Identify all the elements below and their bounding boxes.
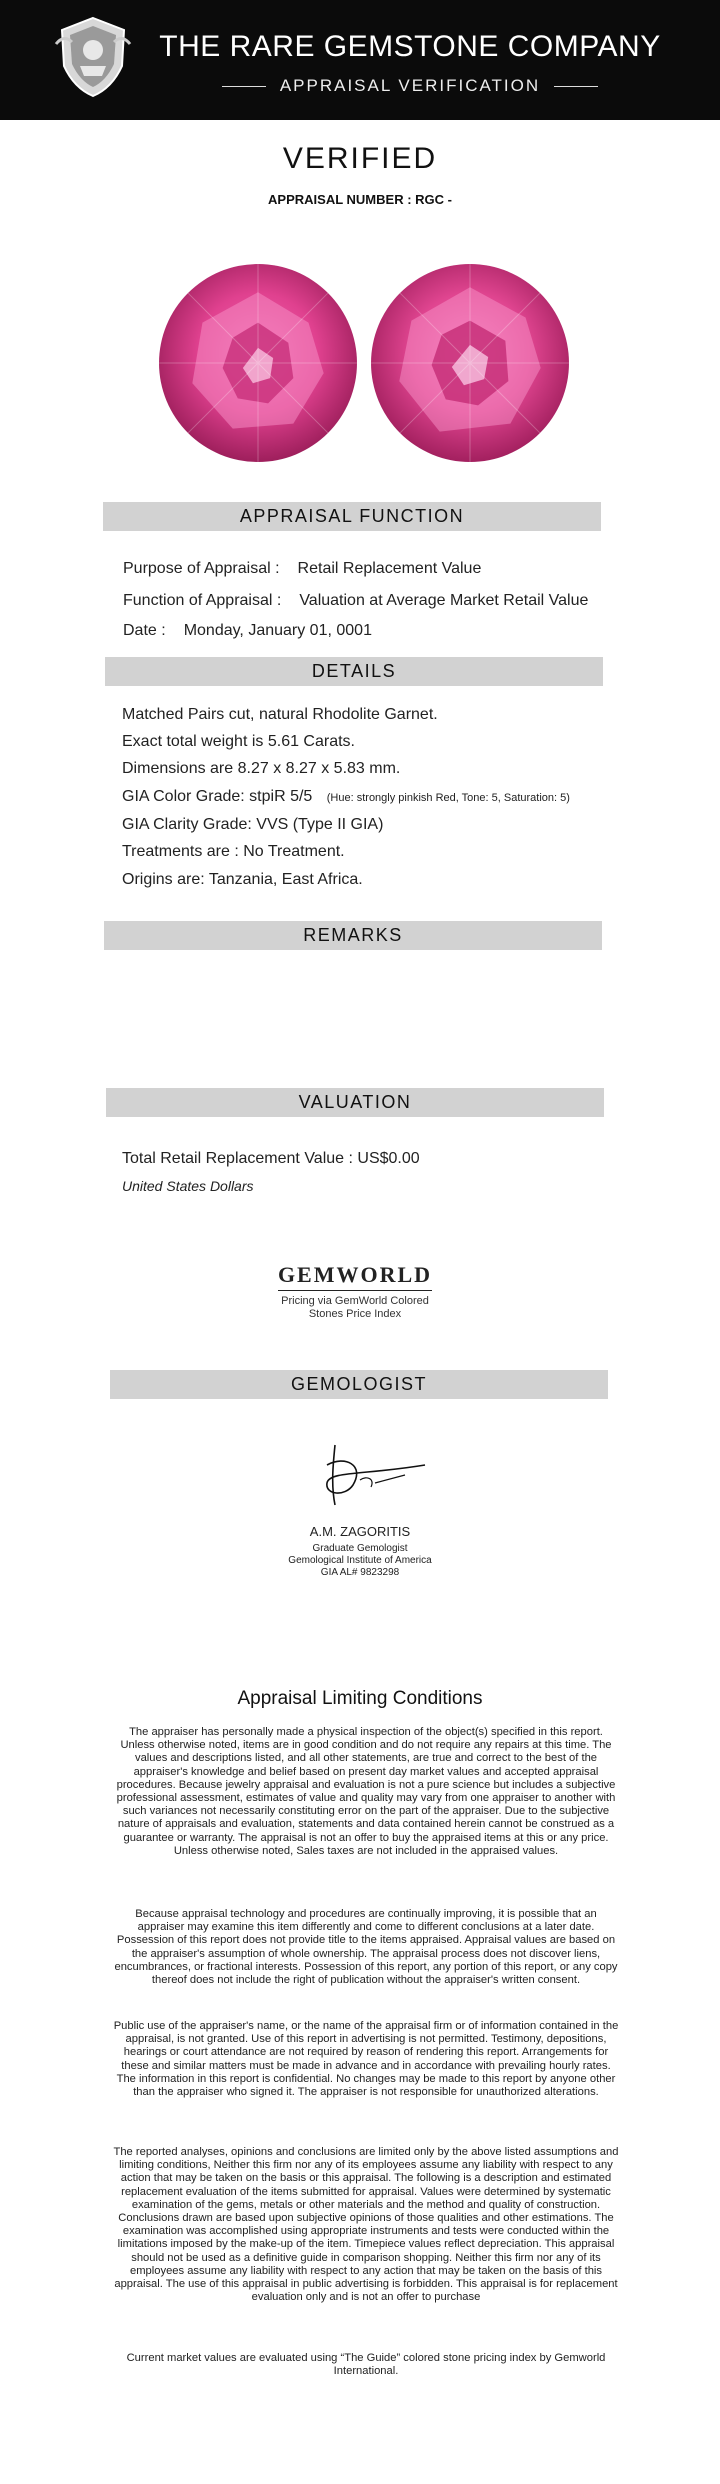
- limiting-paragraph-3: Public use of the appraiser's name, or the name of the appraisal firm or of information contained in the appraisal, is not granted. Use of this report in advertising is not permitted. Testimony, depositions, hearings or court attendance are not required by reason of rendering this report. Arrangements for these and similar matters must be made in advance and in accordance with prevailing hourly rates. The information in this report is confidential. No changes may be made to this report by anyone other than the appraiser who signed it. The appraiser is not responsible for unauthorized alterations.: [113, 2020, 619, 2099]
- limiting-paragraph-4: The reported analyses, opinions and conclusions are limited only by the above listed assumptions and limiting conditions, Neither this firm nor any of its employees assume any liability with respect to any action that may be taken on the basis or this appraisal. The following is a description and estimated replacement evaluation of the items submitted for appraisal. Values were determined by systematic examination of the gems, metals or other materials and the method and quality of construction. Conclusions drawn are based upon subjective opinions of those qualities and other estimations. The examination was accomplished using appropriate instruments and tests were conducted within the limitations imposed by the make-up of the item. Timepiece values reflect depreciation. This appraisal should not be used as a definitive guide in comparison shopping. Neither this firm nor any of its employees assume any liability with respect to any action that may be taken on the basis of this appraisal. The use of this appraisal in public advertising is forbidden. This appraisal is for replacement evaluation only and is not an offer to purchase: [113, 2146, 619, 2304]
- detail-dimensions: Dimensions are 8.27 x 8.27 x 5.83 mm.: [122, 760, 401, 777]
- limiting-paragraph-5: Current market values are evaluated using “The Guide” colored stone pricing index by Gemworld International.: [126, 2352, 606, 2378]
- header-subtitle: [200, 74, 620, 98]
- limiting-conditions-title: Appraisal Limiting Conditions: [237, 1688, 483, 1709]
- gemworld-block: [260, 1262, 450, 1334]
- section-header-gemologist: GEMOLOGIST: [110, 1370, 608, 1399]
- limiting-paragraph-2: Because appraisal technology and procedures are continually improving, it is possible that an appraiser may examine this item differently and come to different conclusions at a later date. Possession of this report does not provide title to the items appraised. Appraisal values are based on the appraiser's assumption of whole ownership. The appraisal process does not discover liens, encumbrances, or fractional interests. Possession of this report, any portion of this report, or any copy thereof does not include the right of publication without the appraiser's written consent.: [114, 1908, 618, 1987]
- section-header-details: DETAILS: [105, 657, 603, 686]
- gemworld-caption: [260, 1295, 450, 1321]
- gemstone-image-left: [157, 262, 359, 464]
- color-grade: GIA Color Grade: stpiR 5/5: [122, 788, 313, 805]
- gemologist-info: [0, 1524, 720, 1579]
- detail-cut: Matched Pairs cut, natural Rhodolite Garnet.: [122, 706, 438, 723]
- date-value: Monday, January 01, 0001: [183, 622, 372, 639]
- gemworld-caption-line1: Pricing via GemWorld Colored: [281, 1295, 429, 1307]
- section-header-remarks: REMARKS: [104, 921, 602, 950]
- date-row: [123, 622, 372, 640]
- detail-weight: Exact total weight is 5.61 Carats.: [122, 733, 355, 750]
- function-value: Valuation at Average Market Retail Value: [299, 592, 589, 609]
- currency-note: United States Dollars: [122, 1178, 254, 1194]
- purpose-value: Retail Replacement Value: [297, 560, 482, 577]
- color-grade-note: (Hue: strongly pinkish Red, Tone: 5, Saturation: 5): [326, 792, 570, 804]
- limiting-paragraph-1: The appraiser has personally made a physical inspection of the object(s) specified in this report. Unless otherwise noted, items are in good condition and do not require any repairs at this time. The values and descriptions listed, and all other statements, are true and correct to the best of the appraiser's knowledge and belief based on present day market values and accepted appraisal procedures. Because jewelry appraisal and evaluation is not a pure science but includes a subjective professional assessment, estimates of value and quality may vary from one appraiser to another with such variances not necessarily constituting error on the part of the appraiser. Due to the subjective nature of appraisals and evaluation, statements and data contained herein cannot be construed as a guarantee or warranty. The appraisal is not an offer to buy the appraised items at this or any price. Unless otherwise noted, Sales taxes are not included in the appraised values.: [116, 1726, 616, 1857]
- signature-icon: [305, 1435, 435, 1515]
- gemworld-caption-line2: Stones Price Index: [308, 1308, 402, 1320]
- appraisal-number: APPRAISAL NUMBER : RGC -: [268, 192, 452, 207]
- purpose-row: [123, 560, 481, 578]
- date-label: Date :: [123, 622, 166, 639]
- company-name: THE RARE GEMSTONE COMPANY: [159, 30, 661, 63]
- detail-clarity: GIA Clarity Grade: VVS (Type II GIA): [122, 816, 384, 833]
- total-value: Total Retail Replacement Value : US$0.00: [122, 1150, 420, 1167]
- function-label: Function of Appraisal :: [123, 592, 282, 609]
- gemstone-image-right: [369, 262, 571, 464]
- gemologist-credential-2: Gemological Institute of America: [288, 1555, 432, 1566]
- purpose-label: Purpose of Appraisal :: [123, 560, 280, 577]
- gemworld-logo: GEMWORLD: [278, 1262, 432, 1291]
- gemologist-credential-3: GIA AL# 9823298: [320, 1567, 400, 1578]
- gemologist-credential-1: Graduate Gemologist: [312, 1543, 408, 1554]
- section-header-valuation: VALUATION: [106, 1088, 604, 1117]
- divider: [554, 86, 598, 87]
- appraisal-verification-label: APPRAISAL VERIFICATION: [279, 76, 541, 95]
- divider: [222, 86, 266, 87]
- header-banner: [0, 0, 720, 120]
- gemologist-name: A.M. ZAGORITIS: [309, 1524, 411, 1539]
- section-header-appraisal-function: APPRAISAL FUNCTION: [103, 502, 601, 531]
- company-crest-icon: [52, 14, 134, 100]
- verified-title: VERIFIED: [282, 142, 438, 175]
- function-row: [123, 592, 588, 610]
- detail-treatments: Treatments are : No Treatment.: [122, 843, 345, 860]
- detail-origins: Origins are: Tanzania, East Africa.: [122, 871, 363, 888]
- detail-color-grade: [122, 788, 570, 806]
